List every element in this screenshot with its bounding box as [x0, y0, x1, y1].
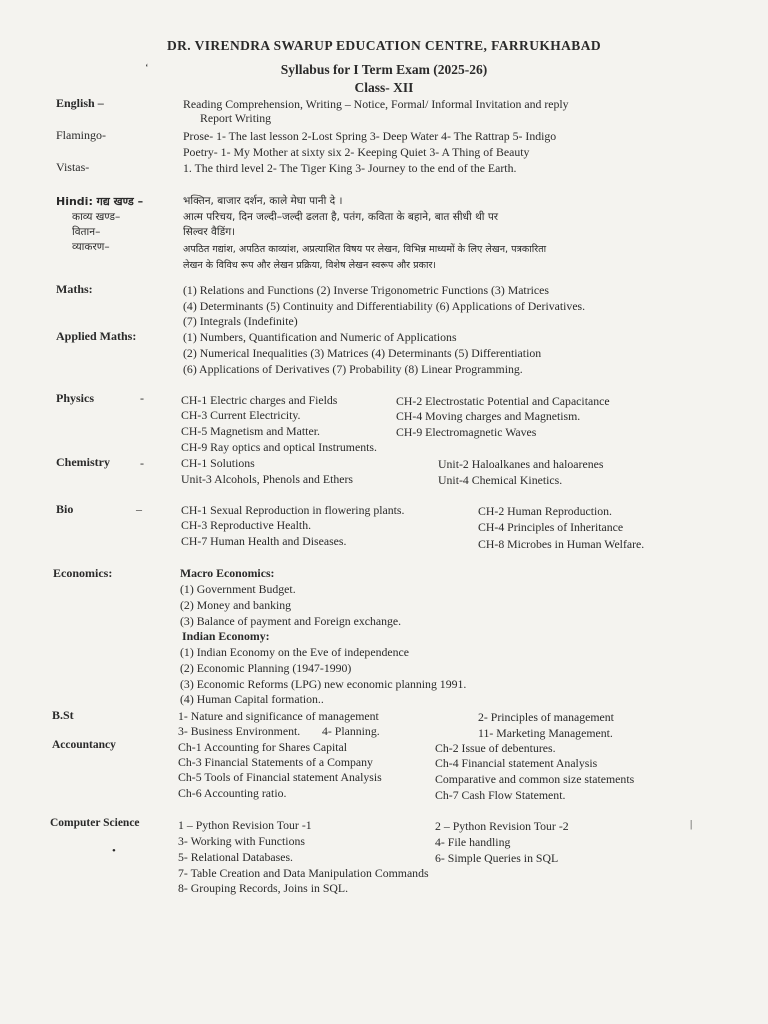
cs-item: 2 – Python Revision Tour -2 [435, 819, 569, 833]
accountancy-item: Ch-3 Financial Statements of a Company [178, 755, 373, 769]
cs-item: 7- Table Creation and Data Manipulation Commands [178, 866, 429, 880]
bio-item: CH-8 Microbes in Human Welfare. [478, 537, 645, 551]
hindi-kavya: आत्म परिचय, दिन जल्दी–जल्दी ढलता है, पतंग, कविता के बहाने, बात सीधी थी पर [183, 211, 499, 223]
hindi-vitan-label: वितान– [72, 226, 101, 238]
bio-item: CH-7 Human Health and Diseases. [181, 534, 347, 548]
vistas-line: 1. The third level 2- The Tiger King 3- Journey to the end of the Earth. [183, 161, 517, 175]
bst-item: 4- Planning. [322, 724, 380, 738]
accountancy-item: Ch-7 Cash Flow Statement. [435, 788, 566, 802]
physics-label: Physics [56, 391, 95, 405]
maths-line: (4) Determinants (5) Continuity and Differentiability (6) Applications of Derivatives. [183, 299, 586, 313]
bst-item: 2- Principles of management [478, 710, 614, 724]
economics-item: (2) Economic Planning (1947-1990) [180, 661, 352, 675]
chemistry-item: Unit-4 Chemical Kinetics. [438, 473, 563, 487]
scan-speck: ‘ [145, 62, 149, 74]
economics-item: (1) Indian Economy on the Eve of independence [180, 645, 409, 659]
indian-economy-title: Indian Economy: [182, 629, 270, 643]
bio-item: CH-3 Reproductive Health. [181, 518, 312, 532]
chemistry-item: Unit-2 Haloalkanes and haloarenes [438, 457, 604, 471]
flamingo-prose: Prose- 1- The last lesson 2-Lost Spring 3- Deep Water 4- The Rattrap 5- Indigo [183, 129, 557, 143]
chemistry-label: Chemistry [56, 455, 110, 469]
vistas-label: Vistas- [56, 160, 90, 174]
bst-item: 3- Business Environment. [178, 724, 301, 738]
bio-item: CH-4 Principles of Inheritance [478, 520, 624, 534]
economics-item: (1) Government Budget. [180, 582, 296, 596]
flamingo-poetry: Poetry- 1- My Mother at sixty six 2- Keeping Quiet 3- A Thing of Beauty [183, 145, 530, 159]
hindi-vyakaran-2: लेखन के विविध रूप और लेखन प्रक्रिया, विशेष लेखन स्वरूप और प्रकार। [183, 260, 437, 271]
maths-line: (1) Relations and Functions (2) Inverse Trigonometric Functions (3) Matrices [183, 283, 549, 297]
physics-item: CH-2 Electrostatic Potential and Capacitance [396, 394, 610, 408]
economics-item: (3) Balance of payment and Foreign exchange. [180, 614, 402, 628]
english-label: English – [56, 96, 104, 110]
maths-line: (7) Integrals (Indefinite) [183, 314, 298, 328]
economics-item: (3) Economic Reforms (LPG) new economic planning 1991. [180, 677, 467, 691]
applied-maths-label: Applied Maths: [56, 329, 137, 343]
cs-item: 8- Grouping Records, Joins in SQL. [178, 881, 349, 895]
scan-speck: • [112, 845, 116, 857]
school-name: DR. VIRENDRA SWARUP EDUCATION CENTRE, FARRUKHABAD [166, 38, 601, 53]
physics-dash: - [140, 391, 144, 405]
accountancy-item: Ch-4 Financial statement Analysis [435, 756, 598, 770]
applied-maths-line: (1) Numbers, Quantification and Numeric of Applications [183, 330, 457, 344]
hindi-label: Hindi: गद्य खण्ड – [56, 195, 144, 208]
bst-item: 11- Marketing Management. [478, 726, 613, 740]
hindi-vyakaran-1: अपठित गद्यांश, अपठित काव्यांश, अप्रत्याशित विषय पर लेखन, विभिन्न माध्यमों के लिए लेखन, पत्रकारिता [183, 244, 547, 255]
english-line-1: Reading Comprehension, Writing – Notice, Formal/ Informal Invitation and reply [183, 97, 569, 111]
hindi-gadya: भक्तिन, बाजार दर्शन, काले मेघा पानी दे । [183, 195, 343, 207]
physics-item: CH-3 Current Electricity. [181, 408, 301, 422]
bio-dash: – [136, 502, 142, 516]
accountancy-item: Comparative and common size statements [435, 772, 635, 786]
class-title: Class- XII [354, 80, 414, 95]
cs-item: 5- Relational Databases. [178, 850, 293, 864]
economics-item: (2) Money and banking [180, 598, 292, 612]
accountancy-item: Ch-6 Accounting ratio. [178, 786, 287, 800]
chemistry-item: Unit-3 Alcohols, Phenols and Ethers [181, 472, 354, 486]
accountancy-item: Ch-1 Accounting for Shares Capital [178, 740, 348, 754]
macro-economics-title: Macro Economics: [180, 566, 275, 580]
cs-item: 6- Simple Queries in SQL [435, 851, 559, 865]
physics-item: CH-5 Magnetism and Matter. [181, 424, 320, 438]
cs-item: 3- Working with Functions [178, 834, 305, 848]
applied-maths-line: (2) Numerical Inequalities (3) Matrices (4) Determinants (5) Differentiation [183, 346, 542, 360]
chemistry-dash: - [140, 456, 144, 470]
economics-item: (4) Human Capital formation.. [180, 692, 324, 706]
flamingo-label: Flamingo- [56, 128, 106, 142]
scan-speck: | [690, 818, 693, 830]
physics-item: CH-9 Electromagnetic Waves [396, 425, 537, 439]
physics-item: CH-1 Electric charges and Fields [181, 393, 338, 407]
economics-label: Economics: [53, 566, 113, 580]
hindi-vyakaran-label: व्याकरण– [72, 241, 110, 253]
cs-item: 4- File handling [435, 835, 511, 849]
applied-maths-line: (6) Applications of Derivatives (7) Probability (8) Linear Programming. [183, 362, 523, 376]
bio-item: CH-1 Sexual Reproduction in flowering plants. [181, 503, 405, 517]
cs-item: 1 – Python Revision Tour -1 [178, 818, 312, 832]
accountancy-item: Ch-2 Issue of debentures. [435, 741, 556, 755]
chemistry-item: CH-1 Solutions [181, 456, 255, 470]
physics-item: CH-9 Ray optics and optical Instruments. [181, 440, 377, 454]
hindi-kavya-label: काव्य खण्ड– [72, 211, 121, 223]
exam-title: Syllabus for I Term Exam (2025-26) [280, 62, 488, 77]
accountancy-label: Accountancy [52, 739, 116, 751]
maths-label: Maths: [56, 282, 93, 296]
bst-item: 1- Nature and significance of management [178, 709, 379, 723]
accountancy-item: Ch-5 Tools of Financial statement Analysis [178, 770, 382, 784]
bst-label: B.St [52, 708, 74, 722]
computer-science-label: Computer Science [50, 817, 140, 829]
bio-item: CH-2 Human Reproduction. [478, 504, 613, 518]
hindi-vitan: सिल्वर वैडिंग। [183, 226, 236, 238]
physics-item: CH-4 Moving charges and Magnetism. [396, 409, 581, 423]
english-line-2: Report Writing [200, 111, 272, 125]
bio-label: Bio [56, 502, 74, 516]
